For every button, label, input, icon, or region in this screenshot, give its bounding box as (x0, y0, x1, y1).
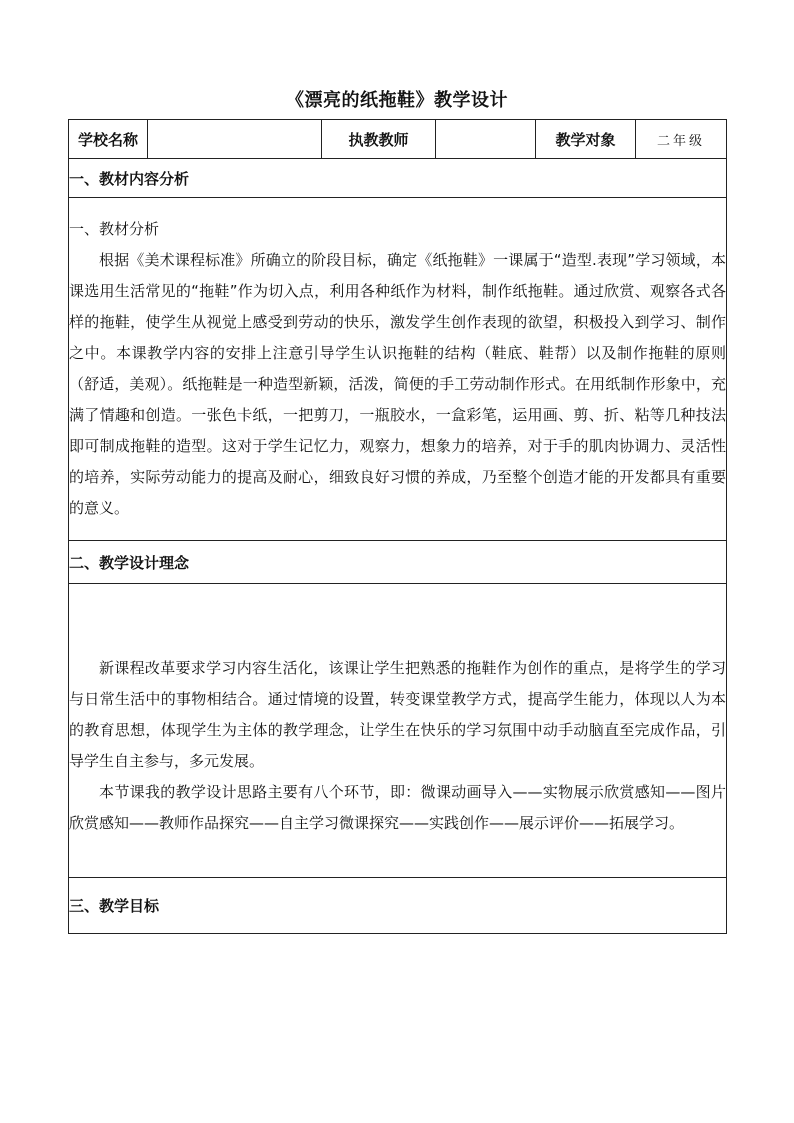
section-3-heading-row (69, 878, 727, 934)
section-2-body (69, 584, 727, 878)
document-title: 《漂亮的纸拖鞋》教学设计 (286, 90, 508, 111)
school-value (148, 120, 322, 159)
section-2-body-row (69, 584, 727, 878)
section-2-heading-row (69, 541, 727, 584)
section-1-heading: 一、教材内容分析 (69, 159, 727, 198)
section-3-heading: 三、教学目标 (69, 878, 727, 934)
target-value: 二年级 (636, 120, 727, 159)
target-label: 教学对象 (536, 120, 636, 159)
section-2-paragraph-2: 本节课我的教学设计思路主要有八个环节，即：微课动画导入——实物展示欣赏感知——图片欣赏感知——教师作品探究——自主学习微课探究——实践创作——展示评价——拓展学习。 (69, 782, 726, 832)
teacher-value (436, 120, 536, 159)
teacher-label: 执教教师 (322, 120, 436, 159)
section-1-subheading: 一、教材分析 (69, 220, 160, 238)
section-1-body (69, 198, 727, 541)
header-row (69, 120, 727, 159)
lesson-plan-table (68, 119, 727, 934)
section-1-body-row (69, 198, 727, 541)
school-label: 学校名称 (69, 120, 148, 159)
section-2-heading: 二、教学设计理念 (69, 541, 727, 584)
section-1-paragraph: 根据《美术课程标准》所确立的阶段目标，确定《纸拖鞋》一课属于“造型.表现”学习领域，本课选用生活常见的“拖鞋”作为切入点，利用各种纸作为材料，制作纸拖鞋。通过欣赏、观察各式各样的拖鞋，使学生从视觉上感受到劳动的快乐，激发学生创作表现的欲望，积极投入到学习、制作之中。本课教学内容的安排上注意引导学生认识拖鞋的结构（鞋底、鞋帮）以及制作拖鞋的原则（舒适，美观）。纸拖鞋是一种造型新颖，活泼，简便的手工劳动制作形式。在用纸制作形象中，充满了情趣和创造。一张色卡纸，一把剪刀，一瓶胶水，一盒彩笔，运用画、剪、折、粘等几种技法即可制成拖鞋的造型。这对于学生记忆力，观察力，想象力的培养，对于手的肌肉协调力、灵活性的培养，实际劳动能力的提高及耐心，细致良好习惯的养成，乃至整个创造才能的开发都具有重要的意义。 (69, 251, 726, 517)
section-1-heading-row (69, 159, 727, 198)
section-2-paragraph-1: 新课程改革要求学习内容生活化，该课让学生把熟悉的拖鞋作为创作的重点，是将学生的学习与日常生活中的事物相结合。通过情境的设置，转变课堂教学方式，提高学生能力，体现以人为本的教育思想，体现学生为主体的教学理念，让学生在快乐的学习氛围中动手动脑直至完成作品，引导学生自主参与，多元发展。 (69, 658, 726, 770)
